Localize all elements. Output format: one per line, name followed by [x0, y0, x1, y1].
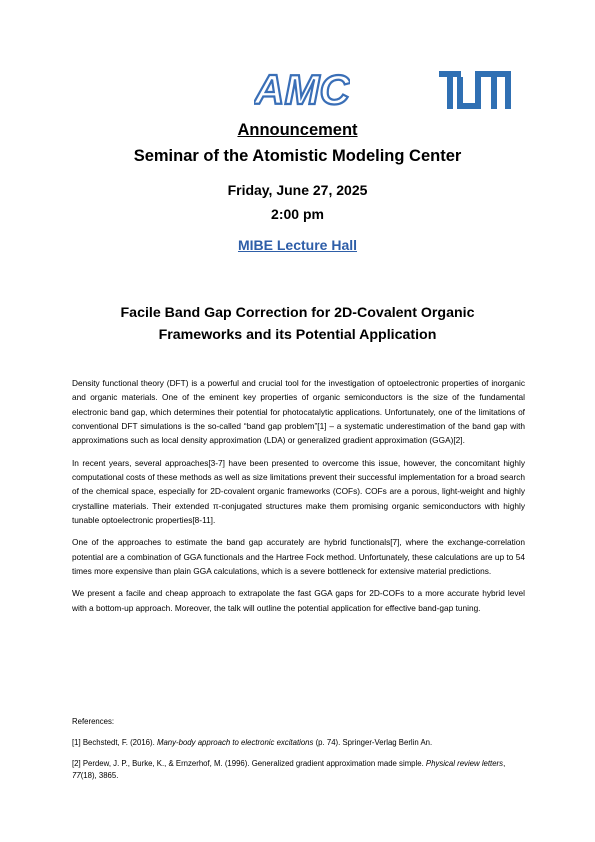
talk-title-line-1: Facile Band Gap Correction for 2D-Covalent Organic [120, 305, 475, 321]
reference-text: [2] Perdew, J. P., Burke, K., & Ernzerhof, M. (1996). Generalized gradient approximation made simple. [72, 759, 426, 768]
event-time: 2:00 pm [271, 206, 324, 222]
seminar-heading: Seminar of the Atomistic Modeling Center [133, 147, 462, 165]
amc-logo [254, 68, 350, 110]
references [72, 716, 532, 791]
reference-text: , [503, 759, 506, 768]
abstract-paragraph: Density functional theory (DFT) is a powerful and crucial tool for the investigation of optoelectronic properties of inorganic and organic materials. One of the eminent key properties of organic semiconductors is the size of the fundamental electronic band gap, which determines their potential for photocatalytic applications. Unfortunately, one of the limitations of conventional DFT simulations is the so-called “band gap problem”[1] – a systematic underestimation of the band gap with approximations such as local density approximation (LDA) or generalized gradient approximation (GGA)[2]. [72, 378, 525, 446]
talk-title [60, 302, 535, 346]
talk-title-line-2: Frameworks and its Potential Application [158, 327, 437, 343]
reference-item [72, 758, 532, 782]
venue-link[interactable]: MIBE Lecture Hall [237, 237, 358, 253]
amc-logo-text: AMC [254, 68, 350, 110]
abstract-paragraph: One of the approaches to estimate the band gap accurately are hybrid functionals[7], where the exchange-correlation potential are a combination of GGA functionals and the Hartree Fock method. Unfortunately, these calculations are up to 54 times more expensive than plain GGA calculations, which is a severe bottleneck for extensive material predictions. [72, 537, 525, 576]
reference-journal: Physical review letters [425, 759, 504, 768]
reference-text: [1] Bechstedt, F. (2016). [72, 738, 157, 747]
reference-text: (p. 74). Springer-Verlag Berlin An. [313, 738, 433, 747]
event-date: Friday, June 27, 2025 [227, 182, 368, 198]
reference-item [72, 737, 532, 749]
reference-book-title: Many-body approach to electronic excitations [156, 738, 314, 747]
abstract-paragraph: We present a facile and cheap approach to extrapolate the fast GGA gaps for 2D-COFs to a more accurate hybrid level with a bottom-up approach. Moreover, the talk will outline the potential application for effective band-gap tuning. [72, 588, 525, 613]
announcement-heading: Announcement [237, 121, 358, 139]
references-heading: References: [72, 717, 115, 726]
abstract-paragraph: In recent years, several approaches[3-7] have been presented to overcome this issue, however, the concomitant highly computational costs of these methods as well as size limitations prevent their successful implementation for a broad search of the chemical space, especially for 2D-covalent organic frameworks (COFs). COFs are a porous, light-weight and highly crystalline materials. Their extended π-conjugated structures make them promising organic semiconductors with highly tunable optoelectronic properties[8-11]. [72, 457, 525, 525]
abstract [72, 376, 525, 623]
tum-logo [439, 71, 511, 109]
reference-text: (18), 3865. [80, 771, 119, 780]
reference-volume: 77 [72, 771, 81, 780]
